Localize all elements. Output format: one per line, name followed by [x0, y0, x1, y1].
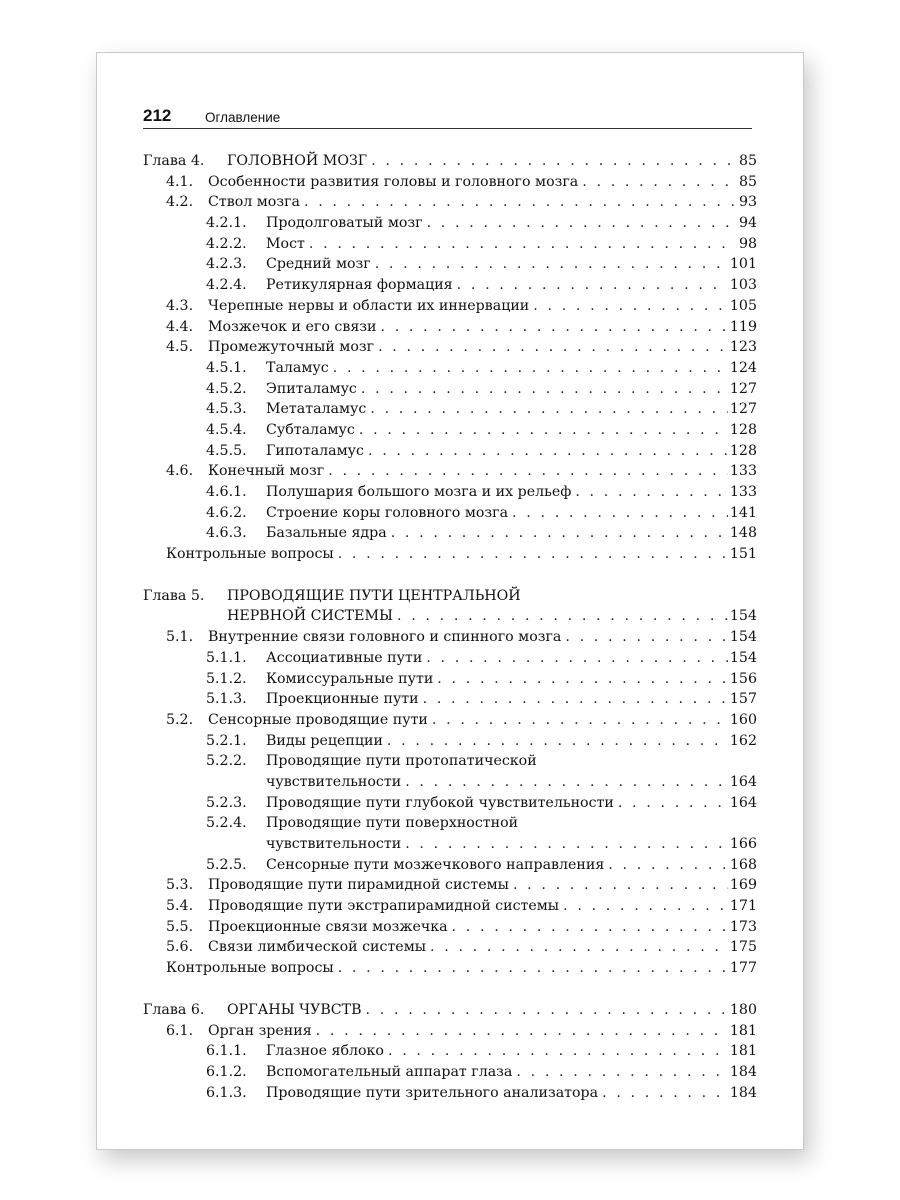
- toc-entry-title: чувствительности: [266, 773, 402, 790]
- toc-entry: [208, 1021, 757, 1042]
- toc-entry-line: [143, 627, 757, 648]
- toc-chapter-line: [143, 606, 757, 627]
- toc-entry-title: Полушария большого мозга и их рельеф: [266, 484, 572, 500]
- toc-entry: [266, 1041, 757, 1062]
- toc-entry: [208, 875, 757, 896]
- toc-page-number: 154: [729, 608, 757, 625]
- toc-page-number: 85: [738, 153, 757, 169]
- toc-entry-number: 4.5.1.: [206, 359, 247, 376]
- toc-entry-title: Особенности развития головы и головного мозга: [208, 173, 579, 190]
- toc-page-number: 160: [729, 711, 757, 728]
- toc-chapter-line: [143, 586, 757, 607]
- toc-page-number: 133: [729, 484, 757, 500]
- dot-leader: [405, 772, 728, 793]
- toc-entry-line: [143, 669, 757, 690]
- toc-entry: [266, 420, 757, 441]
- toc-entry-title: ПРОВОДЯЩИЕ ПУТИ ЦЕНТРАЛЬНОЙ: [227, 587, 521, 604]
- toc-entry-number: 4.2.3.: [206, 256, 247, 273]
- toc-entry-title: ГОЛОВНОЙ МОЗГ: [227, 153, 368, 169]
- toc-entry-title: Строение коры головного мозга: [266, 504, 509, 521]
- dot-leader: [371, 151, 737, 172]
- toc-entry-title: Проводящие пути глубокой чувствительности: [266, 794, 614, 811]
- toc-entry: [266, 275, 757, 296]
- toc-page-number: 181: [729, 1043, 757, 1060]
- toc-entry-title: Ствол мозга: [208, 194, 300, 211]
- toc-entry: [266, 399, 757, 420]
- toc-page-number: 123: [729, 339, 757, 356]
- toc-entry-title: Сенсорные проводящие пути: [208, 711, 428, 728]
- toc-entry-line: [143, 358, 757, 379]
- toc-entry-title: Мост: [266, 235, 305, 252]
- toc-page-number: 119: [729, 318, 757, 335]
- toc-entry-title: Внутренние связи головного и спинного мозга: [208, 629, 562, 646]
- dot-leader: [375, 254, 728, 275]
- toc-entry-line: [143, 689, 757, 710]
- toc-entry-line: [143, 1041, 757, 1062]
- toc-entry-title: Таламус: [266, 359, 329, 376]
- toc-entry-line: [143, 751, 757, 772]
- toc-entry-line: [143, 234, 757, 255]
- dot-leader: [304, 192, 737, 213]
- toc-entry-line: [143, 275, 757, 296]
- toc-entry-number: 4.5.4.: [206, 421, 247, 438]
- toc-entry: [208, 172, 757, 193]
- toc-entry: [208, 710, 757, 731]
- toc-entry: [266, 523, 757, 544]
- toc-entry-line: [143, 855, 757, 876]
- running-title: Оглавление: [205, 110, 281, 125]
- toc-entry: [266, 669, 757, 690]
- dot-leader: [575, 482, 728, 503]
- toc-entry-number: Глава 4.: [143, 153, 205, 169]
- toc-entry: [266, 503, 757, 524]
- dot-leader: [427, 213, 737, 234]
- toc-chapter-line: [143, 151, 757, 172]
- toc-entry-title: Эпиталамус: [266, 380, 357, 397]
- toc-entry-line: [143, 337, 757, 358]
- dot-leader: [426, 648, 728, 669]
- toc-entry: [266, 751, 757, 772]
- dot-leader: [405, 834, 728, 855]
- toc-entry-title: Проводящие пути протопатической: [266, 753, 537, 770]
- toc-entry: [266, 379, 757, 400]
- toc-page-number: 162: [729, 732, 757, 749]
- toc-entry: [266, 813, 757, 834]
- toc-entry: [266, 482, 757, 503]
- toc-page-number: 154: [729, 649, 757, 666]
- toc-entry-number: 4.5.5.: [206, 442, 247, 459]
- toc-entry-title: Комиссуральные пути: [266, 670, 434, 687]
- toc-entry-title: Ассоциативные пути: [266, 649, 423, 666]
- section-gap: [143, 979, 757, 1000]
- toc-entry-line: [143, 296, 757, 317]
- toc-page-number: 164: [729, 794, 757, 811]
- toc-entry: [266, 441, 757, 462]
- toc-page-number: 141: [729, 504, 757, 521]
- toc-page-number: 157: [729, 691, 757, 708]
- toc-entry-number: 5.2.5.: [206, 856, 247, 873]
- dot-leader: [582, 172, 737, 193]
- toc-entry-line: [143, 834, 757, 855]
- dot-leader: [366, 1000, 728, 1021]
- toc-page-number: 103: [729, 277, 757, 294]
- toc-entry: [266, 358, 757, 379]
- toc-entry-line: [143, 1021, 757, 1042]
- toc-entry-line: [143, 544, 757, 565]
- dot-leader: [430, 937, 728, 958]
- toc-entry-number: 4.2.2.: [206, 235, 247, 252]
- toc-entry: [208, 896, 757, 917]
- toc-entry-number: 5.6.: [166, 939, 194, 956]
- toc-entry-number: 6.1.: [166, 1022, 194, 1039]
- toc-entry-number: 4.2.: [166, 194, 194, 211]
- dot-leader: [338, 958, 728, 979]
- toc-entry: [166, 958, 757, 979]
- toc-entry-number: 4.6.: [166, 463, 194, 480]
- toc-entry-number: 6.1.2.: [206, 1063, 247, 1080]
- page-number: 212: [143, 106, 172, 125]
- toc-page-number: 154: [729, 629, 757, 646]
- toc-entry-number: 4.4.: [166, 318, 194, 335]
- dot-leader: [565, 627, 728, 648]
- toc-entry-number: 4.6.3.: [206, 525, 247, 542]
- dot-leader: [423, 689, 728, 710]
- toc-entry-title: Конечный мозг: [208, 463, 325, 480]
- dot-leader: [452, 917, 728, 938]
- toc-entry-title: Гипоталамус: [266, 442, 364, 459]
- dot-leader: [516, 1062, 728, 1083]
- toc-entry-number: 5.4.: [166, 898, 194, 915]
- toc-entry: [208, 296, 757, 317]
- toc-entry-line: [143, 503, 757, 524]
- toc-entry: [166, 544, 757, 565]
- toc-entry-line: [143, 648, 757, 669]
- toc-entry-line: [143, 317, 757, 338]
- table-of-contents: [143, 151, 757, 1103]
- dot-leader: [512, 503, 728, 524]
- toc-entry-line: [143, 1083, 757, 1104]
- toc-entry-number: 4.3.: [166, 297, 194, 314]
- toc-entry-title: Проекционные пути: [266, 691, 419, 708]
- toc-entry-line: [143, 441, 757, 462]
- toc-entry-line: [143, 772, 757, 793]
- toc-entry-title: чувствительности: [266, 836, 402, 852]
- toc-entry: [227, 1000, 757, 1021]
- toc-entry-number: 4.2.4.: [206, 277, 247, 294]
- toc-entry: [266, 1062, 757, 1083]
- toc-entry-title: Базальные ядра: [266, 525, 387, 542]
- toc-page-number: 85: [738, 173, 757, 190]
- dot-leader: [618, 793, 728, 814]
- toc-page-number: 169: [729, 877, 757, 894]
- toc-entry-title: Вспомогательный аппарат глаза: [266, 1063, 513, 1080]
- toc-entry: [208, 317, 757, 338]
- toc-page-number: 181: [729, 1022, 757, 1039]
- toc-page-number: 164: [729, 773, 757, 790]
- toc-page-number: 171: [729, 898, 757, 915]
- toc-page-number: 127: [729, 380, 757, 397]
- toc-page-number: 94: [738, 215, 757, 232]
- toc-entry-line: [143, 1062, 757, 1083]
- toc-entry-title: Продолговатый мозг: [266, 215, 423, 232]
- dot-leader: [602, 1083, 728, 1104]
- toc-entry-title: ОРГАНЫ ЧУВСТВ: [227, 1001, 362, 1018]
- toc-page-number: 105: [729, 297, 757, 314]
- dot-leader: [316, 1021, 728, 1042]
- toc-page-number: 124: [729, 359, 757, 376]
- toc-entry-number: 5.1.: [166, 629, 194, 646]
- toc-entry-title: Мозжечок и его связи: [208, 318, 377, 335]
- dot-leader: [387, 731, 728, 752]
- toc-entry: [208, 337, 757, 358]
- dot-leader: [432, 710, 728, 731]
- toc-entry-number: 5.1.1.: [206, 649, 247, 666]
- toc-entry-number: 5.3.: [166, 877, 194, 894]
- toc-entry: [266, 254, 757, 275]
- toc-entry-line: [143, 937, 757, 958]
- toc-page-number: 180: [729, 1001, 757, 1018]
- toc-entry-title: Контрольные вопросы: [166, 960, 334, 977]
- toc-entry-number: 4.6.1.: [206, 484, 247, 500]
- section-gap: [143, 565, 757, 586]
- toc-page-number: 127: [729, 401, 757, 418]
- toc-entry: [208, 917, 757, 938]
- toc-entry: [208, 627, 757, 648]
- toc-page-number: 93: [738, 194, 757, 211]
- toc-entry-line: [143, 461, 757, 482]
- toc-page-number: 175: [729, 939, 757, 956]
- toc-entry-title: Орган зрения: [208, 1022, 312, 1039]
- toc-entry: [266, 772, 757, 793]
- dot-leader: [380, 317, 727, 338]
- toc-page-number: 168: [729, 856, 757, 873]
- toc-entry-number: 5.2.4.: [206, 815, 247, 832]
- toc-entry-title: Виды рецепции: [266, 732, 383, 749]
- toc-entry: [266, 834, 757, 855]
- toc-entry-title: Проводящие пути экстрапирамидной системы: [208, 898, 560, 915]
- toc-entry-number: 5.2.1.: [206, 732, 247, 749]
- toc-entry: [266, 731, 757, 752]
- toc-entry-number: 5.1.3.: [206, 691, 247, 708]
- toc-page-number: 177: [729, 960, 757, 977]
- toc-entry-line: [143, 254, 757, 275]
- toc-page-number: 133: [729, 463, 757, 480]
- dot-leader: [361, 379, 728, 400]
- toc-page-number: 151: [729, 546, 757, 563]
- toc-entry-number: 4.1.: [166, 173, 194, 190]
- toc-entry-line: [143, 399, 757, 420]
- toc-entry: [227, 606, 757, 627]
- toc-entry-line: [143, 813, 757, 834]
- dot-leader: [370, 399, 728, 420]
- toc-entry-number: 5.1.2.: [206, 670, 247, 687]
- toc-entry-line: [143, 896, 757, 917]
- dot-leader: [333, 358, 728, 379]
- toc-page-number: 166: [729, 836, 757, 852]
- toc-page-number: 98: [738, 235, 757, 252]
- dot-leader: [457, 275, 728, 296]
- dot-leader: [338, 544, 728, 565]
- toc-page-number: 156: [729, 670, 757, 687]
- toc-page-number: 128: [729, 421, 757, 438]
- toc-entry-title: Средний мозг: [266, 256, 371, 273]
- toc-entry-number: 6.1.1.: [206, 1043, 247, 1060]
- dot-leader: [368, 441, 728, 462]
- toc-entry: [227, 586, 757, 607]
- toc-entry: [266, 234, 757, 255]
- toc-entry: [266, 689, 757, 710]
- toc-entry-number: 4.6.2.: [206, 504, 247, 521]
- toc-entry-title: Субталамус: [266, 421, 355, 438]
- toc-entry-title: Проводящие пути пирамидной системы: [208, 877, 509, 894]
- dot-leader: [391, 523, 728, 544]
- toc-entry-title: НЕРВНОЙ СИСТЕМЫ: [227, 608, 393, 625]
- toc-entry-title: Промежуточный мозг: [208, 339, 375, 356]
- toc-page-number: 101: [729, 256, 757, 273]
- toc-entry-line: [143, 420, 757, 441]
- toc-entry-line: [143, 710, 757, 731]
- toc-entry-title: Глазное яблоко: [266, 1043, 384, 1060]
- toc-entry-number: 5.5.: [166, 918, 194, 935]
- toc-entry: [266, 855, 757, 876]
- toc-entry: [227, 151, 757, 172]
- toc-entry-title: Сенсорные пути мозжечкового направления: [266, 856, 605, 873]
- toc-entry-line: [143, 379, 757, 400]
- dot-leader: [388, 1041, 728, 1062]
- toc-entry-number: Глава 5.: [143, 587, 205, 604]
- toc-entry: [266, 648, 757, 669]
- page-header: [143, 104, 752, 129]
- toc-entry-title: Ретикулярная формация: [266, 277, 453, 294]
- toc-entry-line: [143, 523, 757, 544]
- toc-entry-number: 5.2.: [166, 711, 194, 728]
- toc-entry-number: 5.2.2.: [206, 753, 247, 770]
- toc-entry-number: 5.2.3.: [206, 794, 247, 811]
- toc-entry-title: Проекционные связи мозжечка: [208, 918, 448, 935]
- dot-leader: [563, 896, 728, 917]
- toc-entry-line: [143, 192, 757, 213]
- toc-entry-title: Проводящие пути поверхностной: [266, 815, 519, 832]
- dot-leader: [397, 606, 728, 627]
- toc-entry: [266, 793, 757, 814]
- toc-entry-line: [143, 793, 757, 814]
- dot-leader: [513, 875, 728, 896]
- dot-leader: [328, 461, 728, 482]
- toc-entry-number: 4.5.3.: [206, 401, 247, 418]
- toc-entry-number: 6.1.3.: [206, 1084, 247, 1101]
- toc-entry-line: [143, 958, 757, 979]
- toc-entry-number: 4.2.1.: [206, 215, 247, 232]
- toc-entry-number: 4.5.2.: [206, 380, 247, 397]
- toc-page-number: 184: [729, 1084, 757, 1101]
- dot-leader: [437, 669, 728, 690]
- dot-leader: [378, 337, 728, 358]
- toc-entry: [208, 461, 757, 482]
- toc-entry-number: 4.5.: [166, 339, 194, 356]
- toc-entry-line: [143, 172, 757, 193]
- toc-chapter-line: [143, 1000, 757, 1021]
- toc-entry-line: [143, 731, 757, 752]
- toc-entry-line: [143, 875, 757, 896]
- toc-entry: [266, 1083, 757, 1104]
- toc-entry-title: Метаталамус: [266, 401, 367, 418]
- dot-leader: [608, 855, 728, 876]
- toc-page-number: 148: [729, 525, 757, 542]
- dot-leader: [309, 234, 737, 255]
- toc-entry: [266, 213, 757, 234]
- toc-page-number: 184: [729, 1063, 757, 1080]
- dot-leader: [533, 296, 728, 317]
- toc-entry-line: [143, 482, 757, 503]
- toc-entry-number: Глава 6.: [143, 1001, 205, 1018]
- toc-entry-title: Связи лимбической системы: [208, 939, 427, 956]
- toc-page-number: 173: [729, 918, 757, 935]
- toc-entry-line: [143, 213, 757, 234]
- toc-entry-title: Черепные нервы и области их иннервации: [208, 297, 530, 314]
- toc-page-number: 128: [729, 442, 757, 459]
- toc-entry-title: Проводящие пути зрительного анализатора: [266, 1084, 599, 1101]
- dot-leader: [359, 420, 728, 441]
- toc-entry: [208, 937, 757, 958]
- toc-entry-line: [143, 917, 757, 938]
- toc-entry: [208, 192, 757, 213]
- toc-entry-title: Контрольные вопросы: [166, 546, 334, 563]
